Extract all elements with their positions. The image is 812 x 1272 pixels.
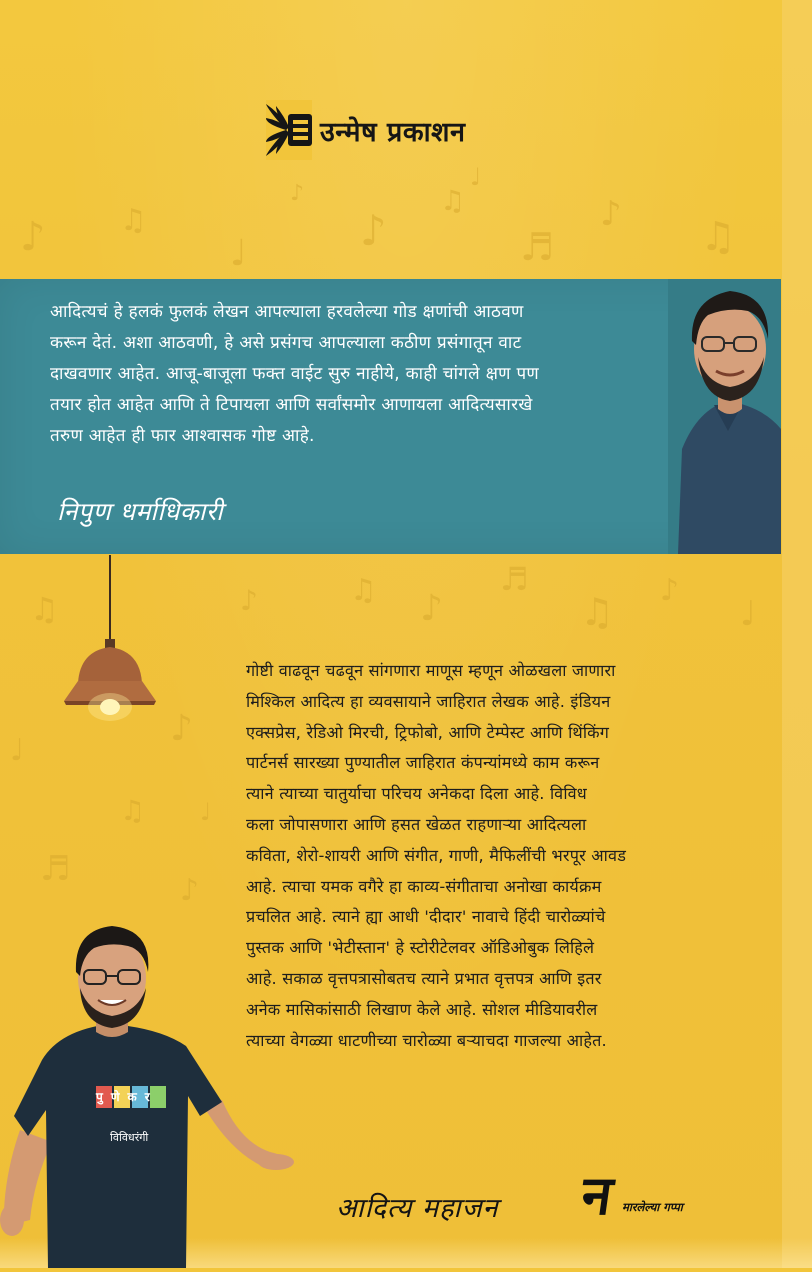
svg-text:♩: ♩ bbox=[10, 733, 25, 768]
svg-text:♫: ♫ bbox=[440, 184, 466, 217]
cover-right-edge bbox=[782, 0, 812, 1268]
svg-text:♪: ♪ bbox=[360, 206, 387, 255]
svg-text:♫: ♫ bbox=[700, 214, 736, 260]
bio-line: आहे. सकाळ वृत्तपत्रासोबतच त्याने प्रभात वृत्तपत्र आणि इतर bbox=[246, 968, 602, 988]
bio-line: त्याच्या वेगळ्या धाटणीच्या चारोळ्या बऱ्याचदा गाजल्या आहेत. bbox=[246, 1030, 607, 1050]
svg-text:♪: ♪ bbox=[180, 873, 200, 908]
publisher-name: उन्मेष प्रकाशन bbox=[320, 116, 466, 148]
testimonial-author: निपुण धर्माधिकारी bbox=[57, 497, 224, 526]
bio-line: आहे. त्याचा यमक वगैरे हा काव्य-संगीताचा अनोखा कार्यक्रम bbox=[246, 876, 602, 896]
svg-text:♪: ♪ bbox=[420, 588, 443, 629]
testimonial-line: तयार होत आहेत आणि ते टिपायला आणि सर्वांसमोर आणायला आदित्यसारखे bbox=[50, 395, 533, 415]
testimonial-line: दाखवणार आहेत. आजू-बाजूला फक्त वाईट सुरु नाहीये, काही चांगले क्षण पण bbox=[50, 364, 540, 384]
svg-text:♪: ♪ bbox=[170, 708, 193, 749]
series-letter: न bbox=[577, 1164, 617, 1227]
testimonial-line: तरुण आहेत ही फार आश्वासक गोष्ट आहे. bbox=[50, 426, 315, 446]
testimonial-line: आदित्यचं हे हलकं फुलकं लेखन आपल्याला हरवलेल्या गोड क्षणांची आठवण bbox=[50, 302, 524, 322]
bio-line: प्रचलित आहे. त्याने ह्या आधी 'दीदार' नावाचे हिंदी चारोळ्यांचे bbox=[246, 907, 606, 927]
hanging-lamp-icon bbox=[60, 555, 160, 725]
svg-text:♪: ♪ bbox=[290, 181, 305, 206]
svg-text:♬: ♬ bbox=[40, 849, 71, 889]
bio-line: पुस्तक आणि 'भेटीस्तान' हे स्टोरीटेलवर ऑडिओबुक लिहिले bbox=[246, 938, 595, 958]
bio-line: गोष्टी वाढवून चढवून सांगणारा माणूस म्हणून ओळखला जाणारा bbox=[246, 661, 616, 680]
svg-text:♫: ♫ bbox=[120, 203, 147, 238]
author-name: आदित्य महाजन bbox=[336, 1193, 499, 1224]
bio-line: मिश्किल आदित्य हा व्यवसायाने जाहिरात लेखक आहे. इंडियन bbox=[246, 691, 611, 711]
svg-text:♩: ♩ bbox=[200, 798, 212, 826]
svg-text:♬: ♬ bbox=[500, 560, 529, 598]
testimonial-text bbox=[50, 297, 670, 452]
svg-text:♪: ♪ bbox=[20, 214, 46, 260]
svg-text:♫: ♫ bbox=[580, 590, 615, 634]
bio-line: कला जोपासणारा आणि हसत खेळत राहणाऱ्या आदित्यला bbox=[246, 814, 587, 834]
svg-text:♫: ♫ bbox=[30, 590, 59, 628]
svg-text:♪: ♪ bbox=[660, 573, 680, 608]
svg-text:♫: ♫ bbox=[350, 573, 377, 608]
reviewer-photo bbox=[668, 279, 781, 554]
series-logo bbox=[577, 1164, 732, 1228]
svg-text:♪: ♪ bbox=[240, 584, 258, 617]
bio-line: त्याने त्याच्या चातुर्याचा परिचय अनेकदा दिला आहे. विविध bbox=[246, 784, 587, 804]
tshirt-subtitle: विविधरंगी bbox=[110, 1131, 149, 1144]
svg-text:♬: ♬ bbox=[520, 225, 555, 269]
tshirt-letters: पुणेकर bbox=[96, 1090, 158, 1104]
publisher-header bbox=[266, 100, 465, 160]
svg-text:♪: ♪ bbox=[600, 194, 622, 234]
bio-line: अनेक मासिकांसाठी लिखाण केले आहे. सोशल मीडियावरील bbox=[246, 999, 598, 1019]
hand-lotus-logo-icon bbox=[266, 100, 312, 160]
svg-text:♩: ♩ bbox=[740, 594, 757, 634]
bio-line: कविता, शेरो-शायरी आणि संगीत, गाणी, मैफिलींची भरपूर आवड bbox=[246, 845, 627, 865]
svg-text:♩: ♩ bbox=[470, 163, 482, 191]
series-subtitle: मारलेल्या गप्पा bbox=[622, 1200, 683, 1214]
svg-text:♩: ♩ bbox=[230, 233, 247, 274]
bio-line: पार्टनर्स सारख्या पुण्यातील जाहिरात कंपन्यांमध्ये काम करून bbox=[246, 753, 600, 773]
bio-line: एक्सप्रेस, रेडिओ मिरची, ट्रिफोबो, आणि टेम्पेस्ट आणि थिंकिंग bbox=[246, 722, 610, 742]
testimonial-line: करून देतं. अशा आठवणी, हे असे प्रसंगच आपल्याला कठीण प्रसंगातून वाट bbox=[50, 333, 522, 353]
author-bio bbox=[246, 656, 776, 1056]
svg-text:♫: ♫ bbox=[120, 794, 146, 827]
